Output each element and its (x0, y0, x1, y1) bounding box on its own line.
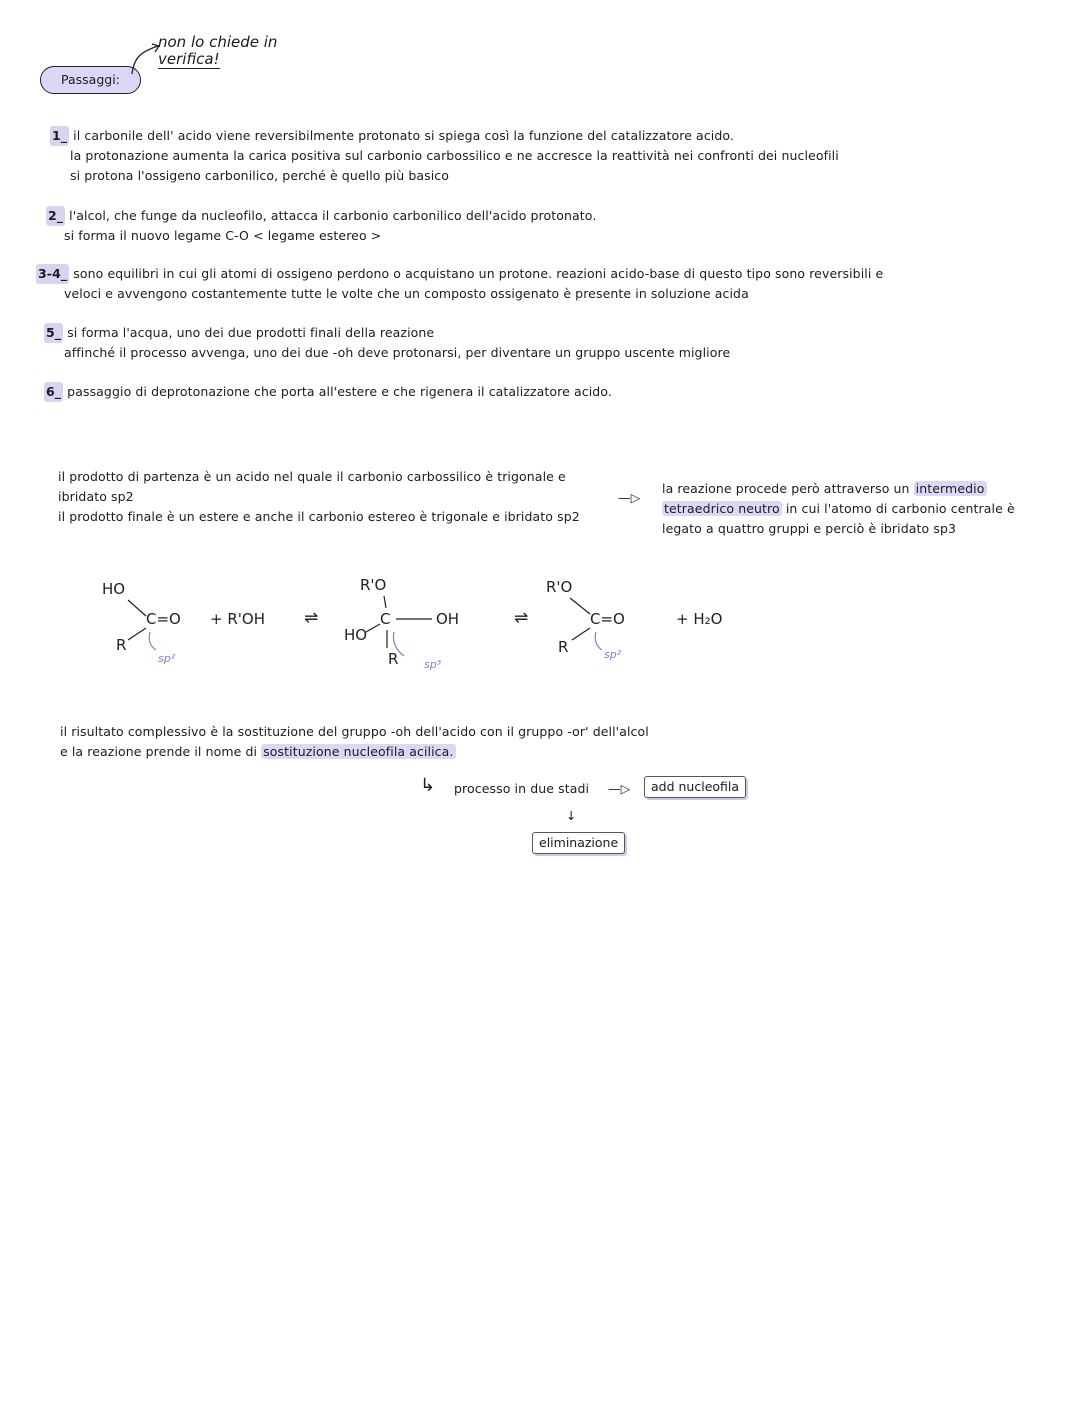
step-line: veloci e avvengono costantemente tutte le volte che un composto ossigenato è presente in soluzione acida (64, 286, 749, 301)
eliminazione-box: eliminazione (532, 832, 625, 854)
hybridization-right-line: legato a quattro gruppi e perciò è ibridato sp3 (662, 521, 957, 536)
acid-carbonyl: C=O (146, 610, 181, 628)
summary-line: il risultato complessivo è la sostituzione del gruppo -oh dell'acido con il gruppo -or' dell'alcol (60, 724, 649, 739)
process-label: processo in due stadi (454, 781, 590, 796)
step-number: 3-4_ (36, 264, 69, 284)
intermediate-ro: R'O (360, 576, 387, 594)
summary-line: e la reazione prende il nome di (60, 744, 262, 759)
process-arrow: ↳ (420, 775, 436, 796)
acid-ho: HO (102, 580, 126, 598)
step-line: si forma l'acqua, uno dei due prodotti finali della reazione (67, 325, 435, 340)
reaction-equation (90, 570, 790, 680)
intermedio-highlight: intermedio (915, 481, 985, 496)
ester-carbonyl: C=O (590, 610, 625, 628)
hybridization-right-line: in cui l'atomo di carbonio centrale è (781, 501, 1015, 516)
hybridization-right (662, 479, 1015, 539)
step-line: sono equilibri in cui gli atomi di ossigeno perdono o acquistano un protone. reazioni acido-base di questo tipo sono reversibili e (73, 266, 884, 281)
addizione-box: add nucleofila (644, 776, 746, 798)
ester-ro: R'O (546, 578, 573, 596)
step-line: affinché il processo avvenga, uno dei due -oh deve protonarsi, per diventare un gruppo uscente migliore (64, 345, 731, 360)
hybridization-line: ibridato sp2 (58, 489, 134, 504)
alcohol-reagent: + R'OH (210, 610, 265, 628)
ester-r: R (558, 638, 569, 656)
passaggi-label: Passaggi: (40, 66, 141, 94)
equilibrium-arrow-2: ⇌ (514, 608, 529, 628)
step-number: 5_ (44, 323, 63, 343)
sp2-label-right: sp² (604, 648, 622, 661)
intermediate-r: R (388, 650, 399, 668)
step-2 (46, 206, 596, 246)
step-1 (50, 126, 839, 186)
summary-text (60, 722, 649, 762)
equilibrium-arrow-1: ⇌ (304, 608, 319, 628)
handwritten-note (158, 34, 277, 69)
hybridization-line: il prodotto di partenza è un acido nel quale il carbonio carbossilico è trigonale e (58, 469, 566, 484)
acid-r: R (116, 636, 127, 654)
step-number: 2_ (46, 206, 65, 226)
hybridization-line: il prodotto finale è un estere e anche il carbonio estereo è trigonale e ibridato sp2 (58, 509, 580, 524)
step-3-4 (36, 264, 883, 304)
step-number: 6_ (44, 382, 63, 402)
ester-bonds (530, 570, 650, 680)
handwritten-note-line1: non lo chiede in (158, 33, 278, 51)
arrow-to-elimination: ↓ (566, 808, 577, 823)
intermediate-carbon: C (380, 610, 391, 628)
sp2-label-left: sp² (158, 652, 176, 665)
intermediate-oh: OH (436, 610, 460, 628)
step-line: si protona l'ossigeno carbonilico, perché è quello più basico (70, 168, 450, 183)
intermediate-ho: HO (344, 626, 368, 644)
step-line: si forma il nuovo legame C-O < legame estereo > (64, 228, 382, 243)
acid-bonds (90, 570, 210, 680)
step-line: il carbonile dell' acido viene reversibilmente protonato si spiega così la funzione del catalizzatore acido. (73, 128, 734, 143)
sp3-label: sp³ (424, 658, 442, 671)
step-line: passaggio di deprotonazione che porta all'estere e che rigenera il catalizzatore acido. (67, 384, 612, 399)
step-line: la protonazione aumenta la carica positiva sul carbonio carbossilico e ne accresce la reattività nei confronti dei nucleofili (70, 148, 839, 163)
step-6 (44, 382, 612, 402)
water-product: + H₂O (676, 610, 723, 628)
arrow-to-addition: —▷ (608, 781, 631, 796)
handwritten-note-line2: verifica! (158, 50, 220, 68)
hybridization-arrow: —▷ (618, 490, 641, 505)
intermediate-bonds (330, 570, 470, 680)
step-number: 1_ (50, 126, 69, 146)
hybridization-right-line: la reazione procede però attraverso un (662, 481, 914, 496)
hybridization-left (58, 467, 580, 527)
step-line: l'alcol, che funge da nucleofilo, attacca il carbonio carbonilico dell'acido protonato. (69, 208, 597, 223)
sostituzione-highlight: sostituzione nucleofila acilica. (263, 744, 454, 759)
tetraedrico-highlight: tetraedrico neutro (664, 501, 780, 516)
step-5 (44, 323, 730, 363)
